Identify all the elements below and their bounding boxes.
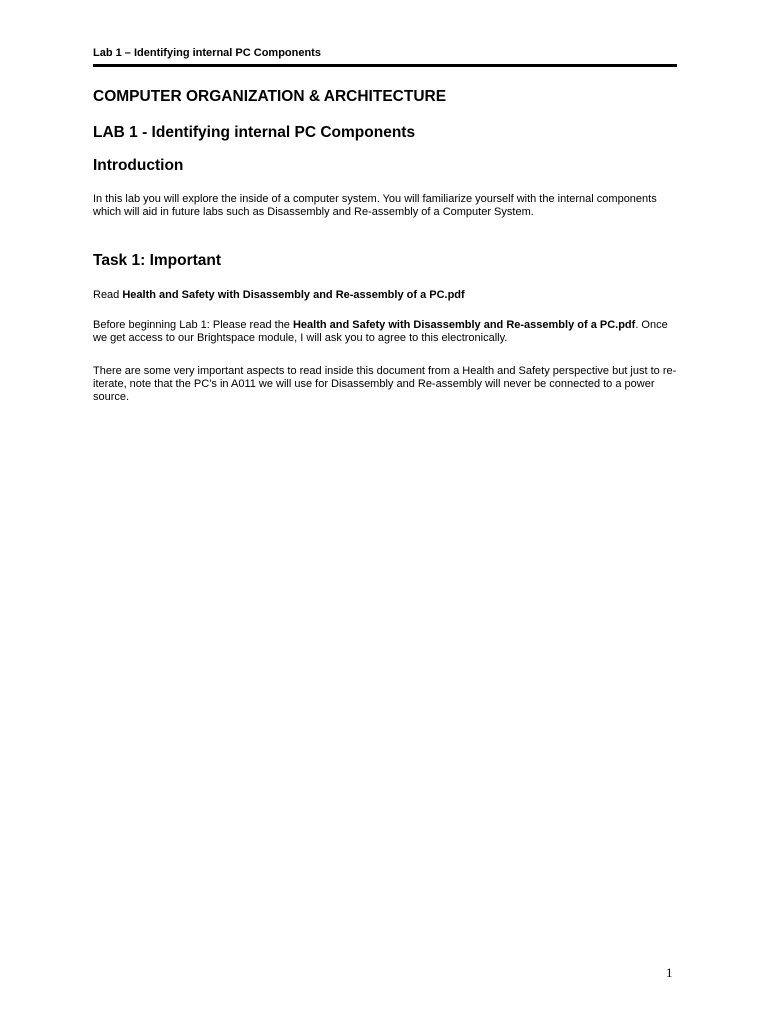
before-document-name: Health and Safety with Disassembly and Re-assembly of a PC.pdf (292, 319, 636, 331)
read-instruction (93, 289, 679, 302)
introduction-paragraph: In this lab you will explore the inside of a computer system. You will familiarize yourself with the internal components which will aid in future labs such as Disassembly and Re-assembly of a Computer System. (93, 193, 657, 219)
lab-title: LAB 1 - Identifying internal PC Components (93, 124, 416, 141)
read-document-name: Health and Safety with Disassembly and Re-assembly of a PC.pdf (122, 289, 465, 301)
header-divider (93, 64, 677, 67)
before-prefix: Before beginning Lab 1: Please read the (93, 319, 293, 331)
aspects-paragraph: There are some very important aspects to read inside this document from a Health and Safety perspective but just to re-iterate, note that the PC’s in A011 we will use for Disassembly and Re-assembly will never be connected to a power source. (93, 365, 677, 404)
before-suffix: . Once we get access to our Brightspace module, I will ask you to agree to this electronically. (93, 319, 668, 345)
task1-heading: Task 1: Important (93, 252, 222, 269)
read-prefix: Read (93, 289, 123, 301)
introduction-heading: Introduction (93, 157, 184, 174)
running-header: Lab 1 – Identifying internal PC Components (93, 47, 321, 59)
course-title: COMPUTER ORGANIZATION & ARCHITECTURE (93, 88, 447, 105)
before-beginning-paragraph (93, 319, 679, 345)
page-number: 1 (666, 965, 673, 980)
